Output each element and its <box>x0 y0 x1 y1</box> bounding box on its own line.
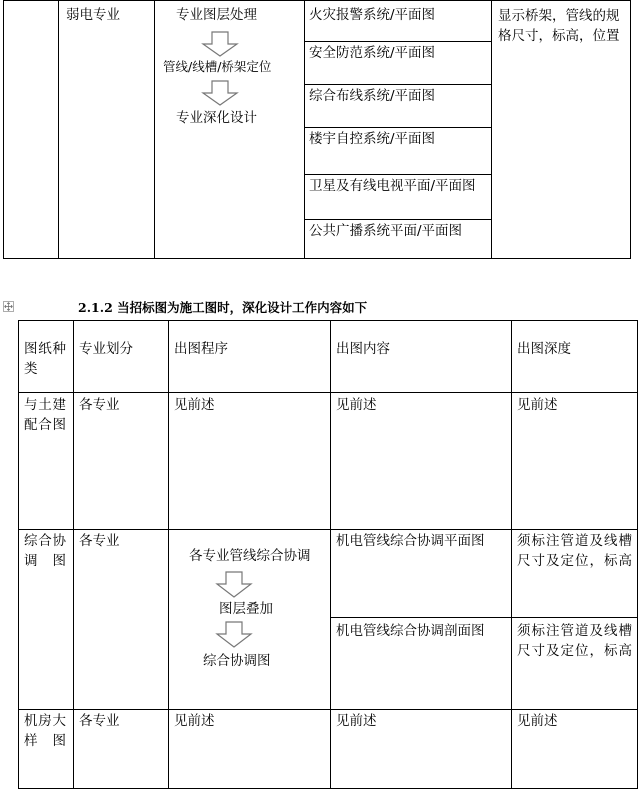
col-divider <box>330 320 331 789</box>
row-divider <box>304 127 491 128</box>
header-specialty: 专业划分 <box>79 341 133 357</box>
drawing-item: 安全防范系统/平面图 <box>309 45 436 61</box>
drawing-item: 综合布线系统/平面图 <box>309 88 436 104</box>
procedure-step: 各专业管线综合协调 <box>189 548 311 564</box>
row-divider <box>18 709 638 710</box>
down-arrow-icon <box>200 80 240 106</box>
cell-specialty: 各专业 <box>79 533 120 549</box>
cell-depth: 须标注管道及线槽尺寸及定位，标高 <box>517 533 632 569</box>
header-depth: 出图深度 <box>517 341 571 357</box>
procedure-step: 综合协调图 <box>203 653 271 669</box>
row-divider <box>18 529 638 530</box>
cell-content: 机电管线综合协调平面图 <box>336 533 485 549</box>
cell-depth: 须标注管道及线槽尺寸及定位，标高 <box>517 623 632 659</box>
col-divider <box>73 320 74 789</box>
cell-procedure: 见前述 <box>174 397 215 413</box>
col-divider <box>637 320 638 789</box>
process-step: 专业图层处理 <box>176 7 257 23</box>
cell-type: 综合协调图 <box>24 533 66 569</box>
drawing-item: 公共广播系统平面/平面图 <box>309 223 463 239</box>
down-arrow-icon <box>200 31 240 57</box>
procedure-step: 图层叠加 <box>219 601 273 617</box>
drawing-item: 火灾报警系统/平面图 <box>309 7 436 23</box>
drawing-item: 卫星及有线电视平面/平面图 <box>309 178 476 194</box>
col-divider <box>630 0 631 259</box>
row-divider <box>304 174 491 175</box>
col-divider <box>304 0 305 259</box>
down-arrow-icon <box>214 571 254 598</box>
col-divider <box>18 320 19 789</box>
move-icon[interactable] <box>3 301 14 312</box>
top-table-border-bottom <box>3 258 631 259</box>
cell-procedure: 见前述 <box>174 713 215 729</box>
cell-specialty: 各专业 <box>79 397 120 413</box>
depth-cell: 显示桥架，管线的规格尺寸，标高，位置 <box>498 8 620 44</box>
down-arrow-icon <box>214 621 254 648</box>
cell-type: 与土建配合图 <box>24 397 66 433</box>
col-divider <box>3 0 4 259</box>
top-table-border-top <box>3 0 631 1</box>
cell-depth: 见前述 <box>517 713 558 729</box>
process-step: 专业深化设计 <box>176 110 257 126</box>
section-heading: 2.1.2 当招标图为施工图时，深化设计工作内容如下 <box>78 300 368 315</box>
table-border-bottom <box>18 788 638 789</box>
header-type: 图纸种类 <box>24 341 66 377</box>
row-divider <box>304 41 491 42</box>
header-procedure: 出图程序 <box>174 341 228 357</box>
row-divider <box>304 84 491 85</box>
col-divider <box>154 0 155 259</box>
drawing-item: 楼宇自控系统/平面图 <box>309 131 436 147</box>
row-divider <box>18 392 638 393</box>
cell-type: 机房大样图 <box>24 713 66 749</box>
cell-content: 机电管线综合协调剖面图 <box>336 623 485 639</box>
cell-content: 见前述 <box>336 397 377 413</box>
col-divider <box>58 0 59 259</box>
cell-content: 见前述 <box>336 713 377 729</box>
header-content: 出图内容 <box>336 341 390 357</box>
col-divider <box>511 320 512 789</box>
col-divider <box>491 0 492 259</box>
row-divider <box>304 219 491 220</box>
cell-depth: 见前述 <box>517 397 558 413</box>
row-divider <box>330 617 638 618</box>
specialty-cell: 弱电专业 <box>66 7 120 23</box>
col-divider <box>168 320 169 789</box>
cell-specialty: 各专业 <box>79 713 120 729</box>
table-border-top <box>18 320 638 321</box>
process-step: 管线/线槽/桥架定位 <box>163 59 272 74</box>
